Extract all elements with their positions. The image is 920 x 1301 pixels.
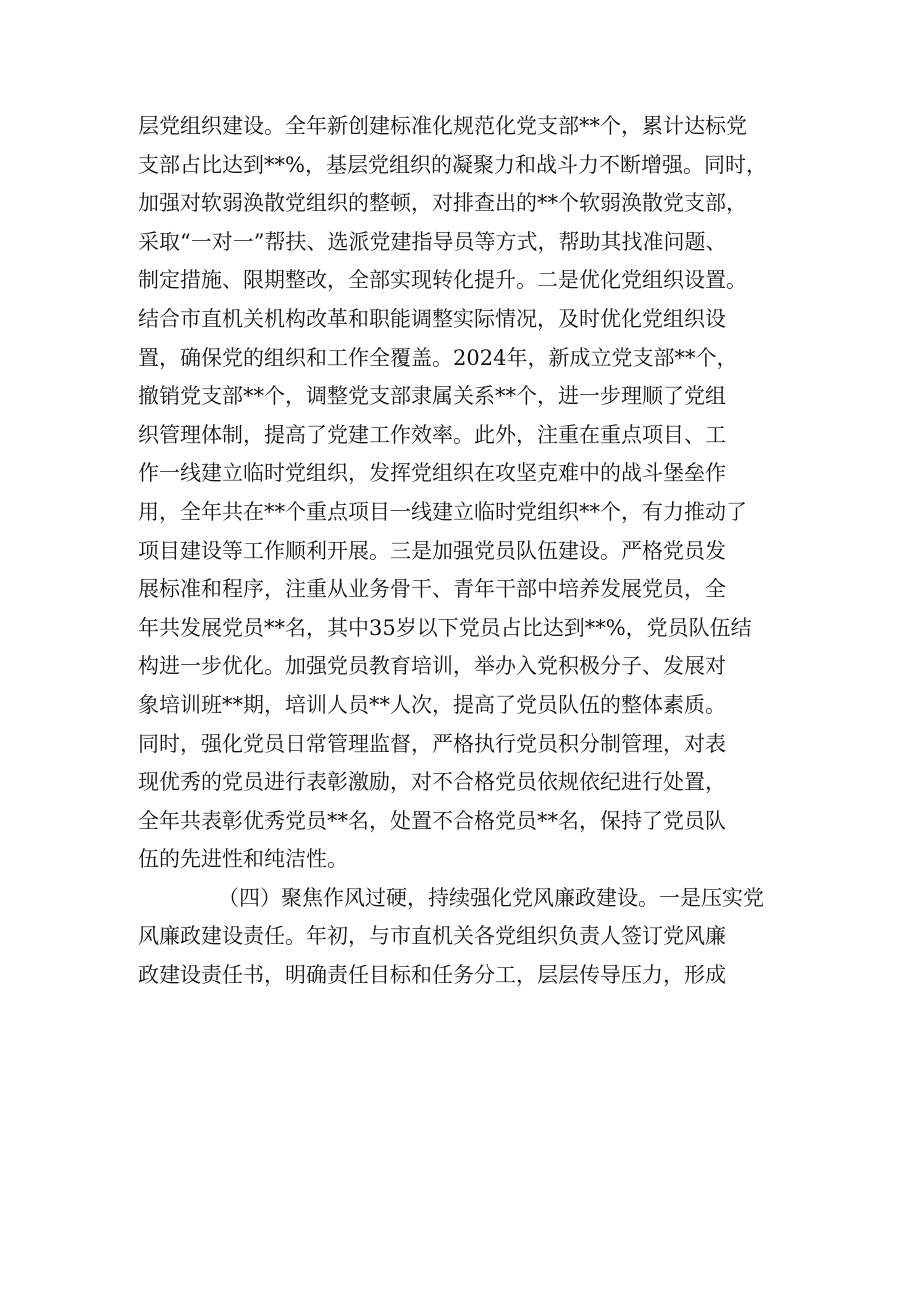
text-line: 政建设责任书，明确责任目标和任务分工，层层传导压力，形成: [138, 963, 726, 988]
text-line: 风廉政建设责任。年初，与市直机关各党组织负责人签订党风廉: [138, 924, 726, 949]
text-line: 结合市直机关机构改革和职能调整实际情况，及时优化党组织设: [138, 306, 726, 331]
text-line: 现优秀的党员进行表彰激励，对不合格党员依规依纪进行处置，: [138, 770, 726, 795]
text-line: 采取“一对一”帮扶、选派党建指导员等方式，帮助其找准问题、: [138, 229, 727, 254]
text-line: 伍的先进性和纯洁性。: [138, 847, 348, 872]
text-line: 制定措施、限期整改，全部实现转化提升。二是优化党组织设置。: [138, 268, 747, 293]
text-line: 同时，强化党员日常管理监督，严格执行党员积分制管理，对表: [138, 731, 726, 756]
text-line: 撤销党支部**个，调整党支部隶属关系**个，进一步理顺了党组: [138, 384, 726, 409]
text-line: 展标准和程序，注重从业务骨干、青年干部中培养发展党员，全: [138, 577, 726, 602]
text-line: 全年共表彰优秀党员**名，处置不合格党员**名，保持了党员队: [138, 808, 726, 833]
text-line: 构进一步优化。加强党员教育培训，举办入党积极分子、发展对: [138, 654, 726, 679]
text-line: 象培训班**期，培训人员**人次，提高了党员队伍的整体素质。: [138, 692, 726, 717]
text-line: 置，确保党的组织和工作全覆盖。2024年，新成立党支部**个，: [138, 345, 738, 370]
text-line: 加强对软弱涣散党组织的整顿，对排查出的**个软弱涣散党支部，: [138, 191, 747, 216]
text-line: 支部占比达到**%，基层党组织的凝聚力和战斗力不断增强。同时，: [138, 152, 767, 177]
text-line: 织管理体制，提高了党建工作效率。此外，注重在重点项目、工: [138, 422, 726, 447]
text-line: 项目建设等工作顺利开展。三是加强党员队伍建设。严格党员发: [138, 538, 726, 563]
text-line: 层党组织建设。全年新创建标准化规范化党支部**个，累计达标党: [138, 114, 747, 138]
text-line: 作一线建立临时党组织，发挥党组织在攻坚克难中的战斗堡垒作: [138, 461, 726, 486]
text-line: 用，全年共在**个重点项目一线建立临时党组织**个，有力推动了: [138, 499, 747, 524]
section-heading-line: （四）聚焦作风过硬，持续强化党风廉政建设。一是压实党: [218, 885, 764, 910]
text-line: 年共发展党员**名，其中35岁以下党员占比达到**%，党员队伍结: [138, 615, 752, 640]
document-body: [138, 107, 818, 995]
